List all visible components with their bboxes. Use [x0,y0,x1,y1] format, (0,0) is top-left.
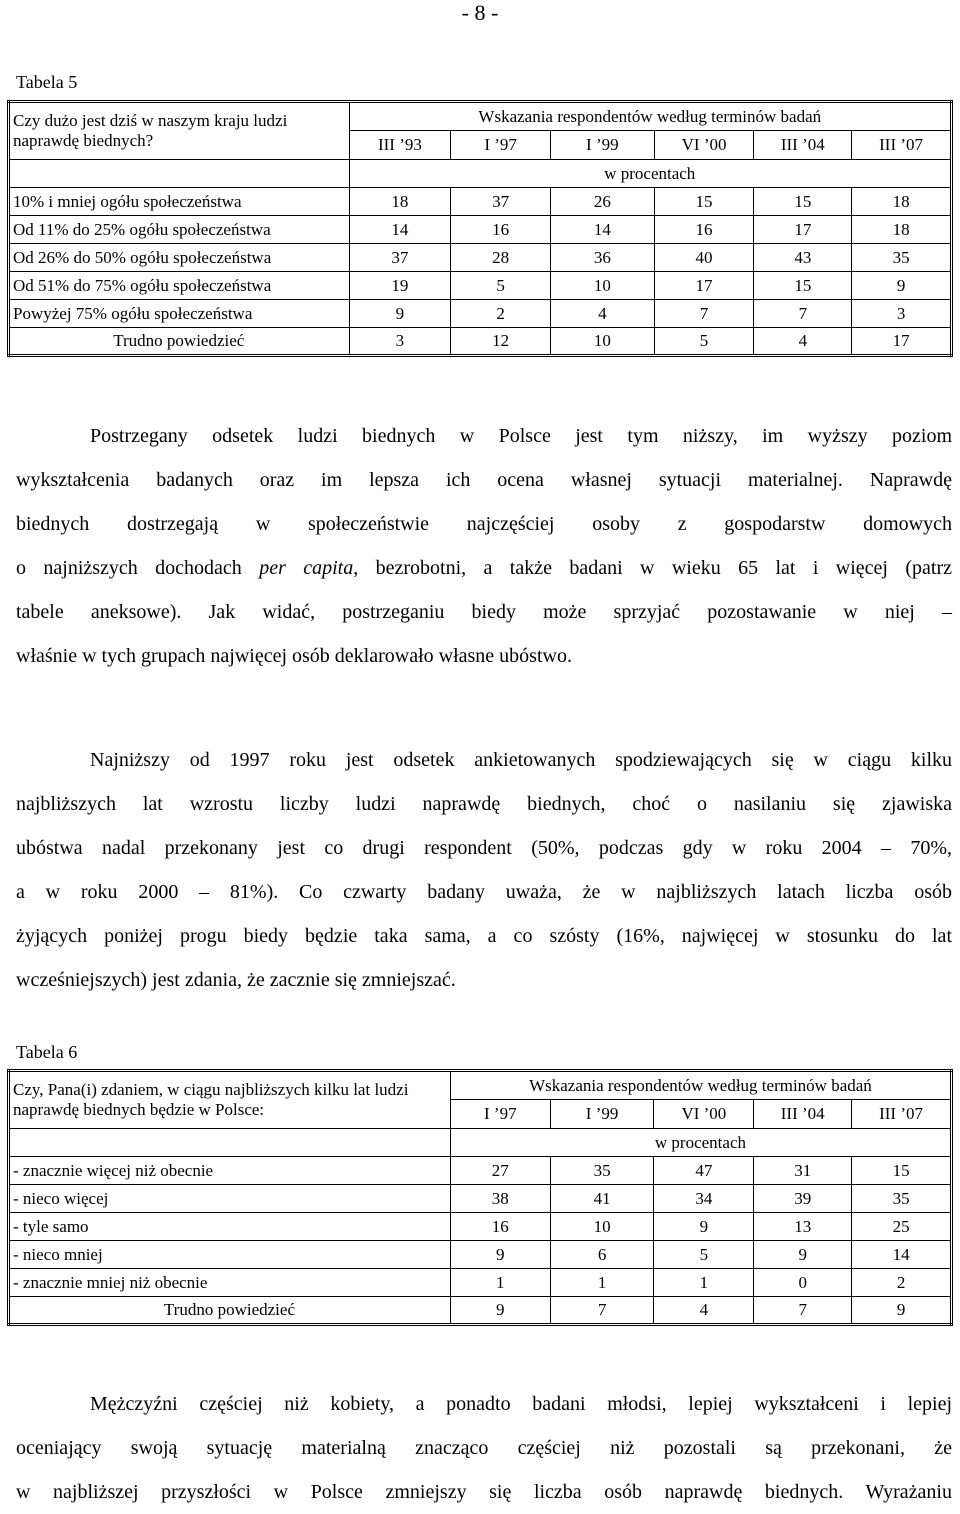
table6 [7,1069,953,1326]
table-cell: 47 [654,1157,754,1185]
table-cell: 16 [451,216,551,244]
table-row [9,1213,952,1241]
row-label: - nieco więcej [9,1185,451,1213]
table-cell: 18 [349,188,451,216]
table6-column-header: III ’04 [754,1100,852,1129]
table-row [9,272,952,300]
table6-header: Wskazania respondentów według terminów badań [450,1071,951,1100]
row-label: - znacznie więcej niż obecnie [9,1157,451,1185]
table-cell: 6 [550,1241,654,1269]
table-cell: 7 [654,300,754,328]
table-row [9,216,952,244]
table6-empty [9,1129,451,1157]
table5 [7,100,953,357]
row-label: - nieco mniej [9,1241,451,1269]
table-row [9,1297,952,1325]
paragraph-1-line [16,546,952,590]
table-cell: 15 [852,1157,952,1185]
paragraph-2-line: Najniższy od 1997 roku jest odsetek ankietowanych spodziewających się w ciągu kilku [90,749,952,771]
paragraph-3-line: Mężczyźni częściej niż kobiety, a ponadto badani młodsi, lepiej wykształceni i lepiej [90,1393,952,1415]
text-fragment: , bezrobotni, a także badani w wieku 65 lat i więcej (patrz [353,557,952,579]
table5-column-header: I ’97 [451,131,551,160]
row-label: Od 11% do 25% ogółu społeczeństwa [9,216,350,244]
table-cell: 3 [852,300,952,328]
table-cell: 1 [550,1269,654,1297]
table5-empty [9,160,350,188]
paragraph-3 [16,1382,952,1514]
table5-column-header: VI ’00 [654,131,754,160]
table-cell: 17 [754,216,852,244]
row-label: Od 51% do 75% ogółu społeczeństwa [9,272,350,300]
table-cell: 43 [754,244,852,272]
row-label: Od 26% do 50% ogółu społeczeństwa [9,244,350,272]
table-row [9,1185,952,1213]
row-label: 10% i mniej ogółu społeczeństwa [9,188,350,216]
table6-column-header: VI ’00 [654,1100,754,1129]
italic-term: per capita [259,557,354,579]
table-cell: 5 [654,1241,754,1269]
paragraph-1-line: tabele aneksowe). Jak widać, postrzeganiu biedy może sprzyjać pozostawanie w niej – [16,601,952,623]
text-fragment: o najniższych dochodach [16,557,260,579]
table-cell: 14 [852,1241,952,1269]
table-row [9,1157,952,1185]
paragraph-2-line: najbliższych lat wzrostu liczby ludzi naprawdę biednych, choć o nasilaniu się zjawiska [16,793,952,815]
table-cell: 0 [754,1269,852,1297]
table-cell: 9 [450,1241,550,1269]
table-cell: 37 [349,244,451,272]
table5-question: Czy dużo jest dziś w naszym kraju ludzi naprawdę biednych? [9,102,350,160]
table5-unit: w procentach [349,160,951,188]
table-cell: 39 [754,1185,852,1213]
table-cell: 16 [654,216,754,244]
paragraph-2-line: żyjących poniżej progu biedy będzie taka sama, a co szósty (16%, najwięcej w stosunku do lat [16,925,952,947]
table-cell: 10 [551,328,655,356]
table-row [9,244,952,272]
table-cell: 7 [754,1297,852,1325]
table-cell: 19 [349,272,451,300]
table-cell: 34 [654,1185,754,1213]
table-cell: 31 [754,1157,852,1185]
table-cell: 7 [550,1297,654,1325]
table5-column-header: III ’93 [349,131,451,160]
table6-column-header: I ’97 [450,1100,550,1129]
paragraph-1-line: Postrzegany odsetek ludzi biednych w Polsce jest tym niższy, im wyższy poziom [90,425,952,447]
table-cell: 14 [551,216,655,244]
table-cell: 10 [550,1213,654,1241]
table-cell: 17 [852,328,952,356]
table-cell: 27 [450,1157,550,1185]
table-cell: 37 [451,188,551,216]
table-row [9,1241,952,1269]
table-cell: 16 [450,1213,550,1241]
table6-column-header: III ’07 [852,1100,952,1129]
table5-column-header: III ’04 [754,131,852,160]
table-cell: 41 [550,1185,654,1213]
table5-column-header: I ’99 [551,131,655,160]
table-cell: 9 [450,1297,550,1325]
table-cell: 36 [551,244,655,272]
row-label: - znacznie mniej niż obecnie [9,1269,451,1297]
table-cell: 1 [450,1269,550,1297]
table-cell: 4 [754,328,852,356]
row-label: Powyżej 75% ogółu społeczeństwa [9,300,350,328]
table-row [9,300,952,328]
paragraph-1 [16,414,952,678]
paragraph-2-line: a w roku 2000 – 81%). Co czwarty badany uważa, że w najbliższych latach liczba osób [16,881,952,903]
table-cell: 15 [754,272,852,300]
table-cell: 13 [754,1213,852,1241]
paragraph-1-line: biednych dostrzegają w społeczeństwie najczęściej osoby z gospodarstw domowych [16,513,952,535]
table-cell: 17 [654,272,754,300]
table-cell: 3 [349,328,451,356]
paragraph-1-line: wykształcenia badanych oraz im lepsza ich ocena własnej sytuacji materialnej. Naprawdę [16,469,952,491]
table-cell: 1 [654,1269,754,1297]
table-cell: 18 [852,188,952,216]
table-cell: 15 [654,188,754,216]
table-cell: 35 [852,244,952,272]
table-cell: 9 [852,272,952,300]
table-cell: 12 [451,328,551,356]
table-row [9,1269,952,1297]
paragraph-3-line: oceniający swoją sytuację materialną znacząco częściej niż pozostali są przekonani, że [16,1437,952,1459]
table-cell: 38 [450,1185,550,1213]
table-cell: 25 [852,1213,952,1241]
table-cell: 15 [754,188,852,216]
table-row [9,328,952,356]
table-cell: 35 [550,1157,654,1185]
table-cell: 2 [852,1269,952,1297]
paragraph-2-line: ubóstwa nadal przekonany jest co drugi respondent (50%, podczas gdy w roku 2004 – 70%, [16,837,952,859]
table5-title: Tabela 5 [16,72,78,92]
paragraph-2-line: wcześniejszych) jest zdania, że zacznie się zmniejszać. [16,969,456,991]
row-label: Trudno powiedzieć [9,328,350,356]
table-cell: 2 [451,300,551,328]
table-cell: 4 [551,300,655,328]
table-cell: 5 [451,272,551,300]
row-label: - tyle samo [9,1213,451,1241]
table-cell: 14 [349,216,451,244]
table6-unit: w procentach [450,1129,951,1157]
table6-question: Czy, Pana(i) zdaniem, w ciągu najbliższych kilku lat ludzi naprawdę biednych będzie w Polsce: [9,1071,451,1129]
table-cell: 40 [654,244,754,272]
table-cell: 10 [551,272,655,300]
table-cell: 5 [654,328,754,356]
table-cell: 4 [654,1297,754,1325]
table5-header: Wskazania respondentów według terminów badań [349,102,951,131]
table-cell: 26 [551,188,655,216]
row-label: Trudno powiedzieć [9,1297,451,1325]
table-cell: 28 [451,244,551,272]
table-cell: 9 [349,300,451,328]
table-cell: 18 [852,216,952,244]
table-cell: 9 [852,1297,952,1325]
paragraph-1-line: właśnie w tych grupach najwięcej osób deklarowało własne ubóstwo. [16,645,572,667]
table6-column-header: I ’99 [550,1100,654,1129]
table-row [9,188,952,216]
page-number: - 8 - [461,0,499,25]
paragraph-3-line: w najbliższej przyszłości w Polsce zmniejszy się liczba osób naprawdę biednych. Wyrażaniu [16,1481,952,1503]
paragraph-2 [16,738,952,1002]
table-cell: 35 [852,1185,952,1213]
table-cell: 7 [754,300,852,328]
table-cell: 9 [754,1241,852,1269]
table5-column-header: III ’07 [852,131,952,160]
table6-title: Tabela 6 [16,1042,78,1062]
table-cell: 9 [654,1213,754,1241]
